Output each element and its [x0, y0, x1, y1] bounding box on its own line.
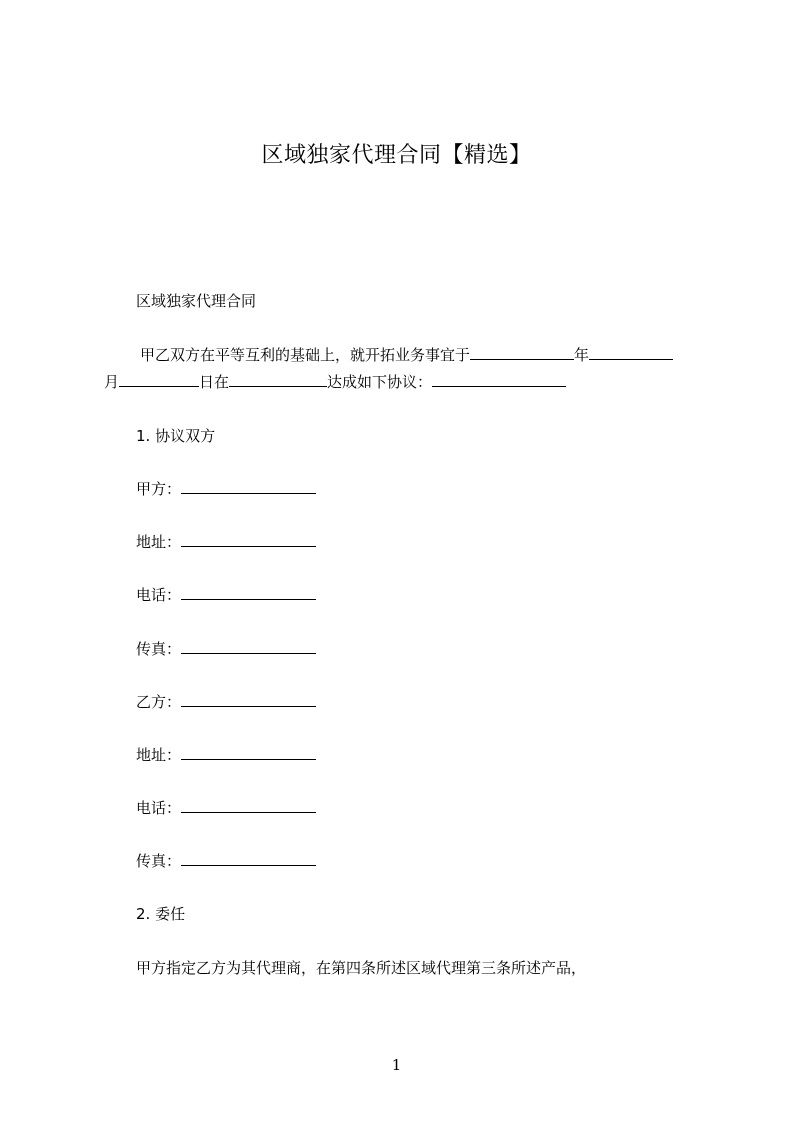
field-label: 地址：	[136, 533, 182, 551]
party-a-address-row	[136, 532, 316, 552]
intro-line-1	[140, 345, 673, 365]
page-number: 1	[391, 1056, 402, 1074]
intro-day-label: 日在	[199, 373, 230, 391]
party-b-fax-row	[136, 851, 316, 871]
intro-agree-label: 达成如下协议：	[327, 373, 433, 391]
party-a-fax-row	[136, 639, 316, 659]
party-a-fax-blank[interactable]	[181, 639, 316, 654]
month-blank[interactable]	[119, 372, 199, 387]
intro-month-label: 月	[104, 373, 120, 391]
intro-line-2	[104, 372, 566, 392]
contract-subtitle: 区域独家代理合同	[136, 292, 257, 310]
party-b-name-row	[136, 692, 316, 712]
party-a-name-row	[136, 479, 316, 499]
section-2-heading: 2. 委任	[136, 905, 186, 923]
field-label: 电话：	[136, 586, 182, 604]
party-a-phone-blank[interactable]	[181, 585, 316, 600]
party-b-name-blank[interactable]	[181, 692, 316, 707]
party-a-address-blank[interactable]	[181, 532, 316, 547]
party-a-name-blank[interactable]	[181, 479, 316, 494]
agreement-blank[interactable]	[432, 372, 566, 387]
party-a-phone-row	[136, 585, 316, 605]
party-b-address-blank[interactable]	[181, 745, 316, 760]
field-label: 地址：	[136, 746, 182, 764]
party-b-phone-row	[136, 798, 316, 818]
party-b-fax-blank[interactable]	[181, 851, 316, 866]
year-blank[interactable]	[589, 345, 673, 360]
party-b-phone-blank[interactable]	[181, 798, 316, 813]
field-label: 乙方：	[136, 693, 182, 711]
section-2-paragraph: 甲方指定乙方为其代理商，在第四条所述区域代理第三条所述产品，	[136, 959, 587, 977]
intro-year-label: 年	[574, 346, 590, 364]
document-title: 区域独家代理合同【精选】	[261, 143, 532, 168]
intro-text: 甲乙双方在平等互利的基础上，就开拓业务事宜于	[140, 346, 471, 364]
field-label: 传真：	[136, 640, 182, 658]
party-b-address-row	[136, 745, 316, 765]
field-label: 甲方：	[136, 480, 182, 498]
field-label: 电话：	[136, 799, 182, 817]
field-label: 传真：	[136, 852, 182, 870]
section-1-heading: 1. 协议双方	[136, 427, 216, 445]
place-blank[interactable]	[229, 372, 327, 387]
date-location-blank[interactable]	[470, 345, 574, 360]
